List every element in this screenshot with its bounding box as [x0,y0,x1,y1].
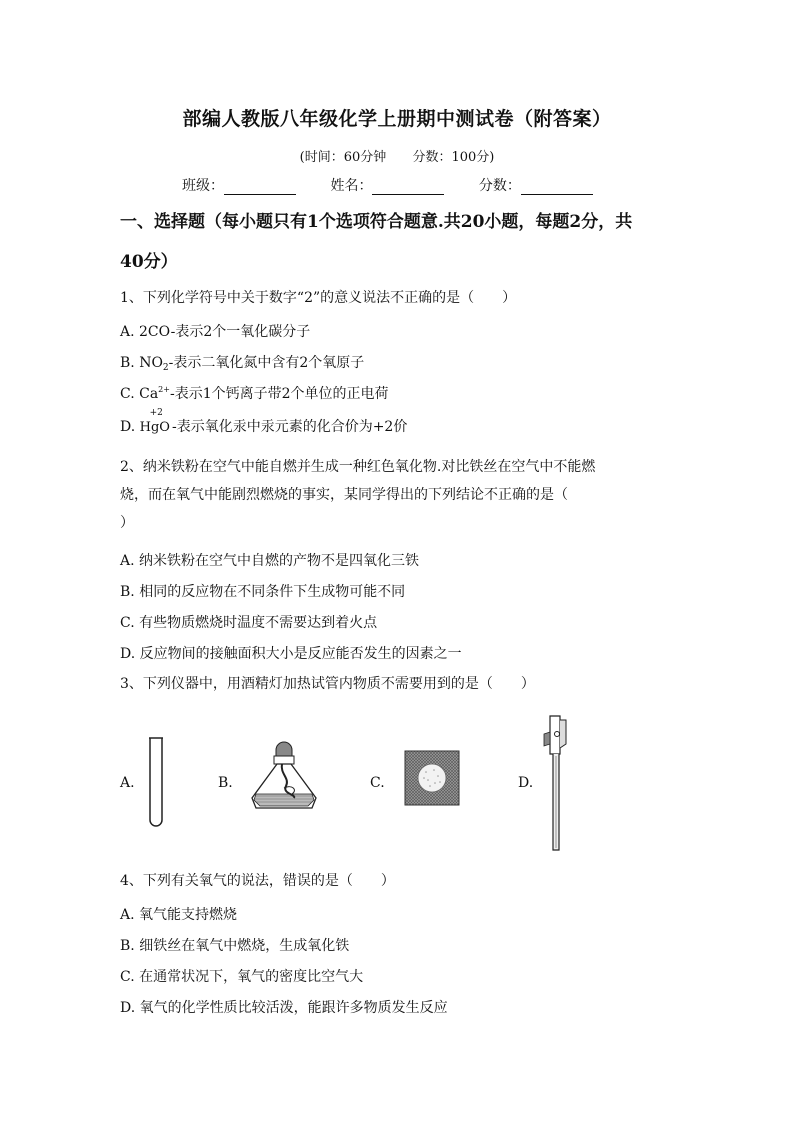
hgo-text: HgO [139,420,170,435]
question-2-stem [120,453,680,537]
hgo-valence: +2 [149,408,163,418]
figure-b-label: B. [218,775,233,791]
score-blank[interactable] [521,180,593,195]
total-score: 分数：100分) [412,150,495,165]
option-b-subscript: 2 [162,363,169,373]
test-tube-icon [146,736,166,830]
test-tube-holder-icon [538,714,578,852]
question-3-stem: 3、下列仪器中，用酒精灯加热试管内物质不需要用到的是（ ） [120,676,535,692]
alcohol-lamp-icon [246,738,322,822]
section-heading-line1: 一、选择题（每小题只有1个选项符合题意.共20小题，每题2分，共 [120,212,633,232]
class-blank[interactable] [224,180,296,195]
name-label: 姓名： [330,178,373,194]
name-blank[interactable] [372,180,444,195]
question-2-line2: 烧，而在氧气中能剧烈燃烧的事实，某同学得出的下列结论不正确的是（ [120,487,568,503]
score-field [479,175,593,195]
question-1-option-b [120,352,680,373]
figure-c-label: C. [370,775,385,791]
exam-title: 部编人教版八年级化学上册期中测试卷（附答案） [182,108,612,130]
figure-a-label: A. [120,775,135,791]
class-field [182,175,296,195]
question-1-option-a: A. 2CO-表示2个一氧化碳分子 [120,324,311,340]
question-4-option-d: D. 氧气的化学性质比较活泼，能跟许多物质发生反应 [120,1000,448,1016]
question-3-figures [118,730,618,860]
question-2-option-c: C. 有些物质燃烧时温度不需要达到着火点 [120,615,378,631]
score-label: 分数： [478,178,521,194]
option-d-prefix: D. [120,419,136,435]
asbestos-gauze-icon [404,750,460,806]
hgo-formula [139,408,170,435]
option-d-text: -表示氧化汞中汞元素的化合价为+2价 [171,419,408,435]
question-1-stem: 1、下列化学符号中关于数字“2”的意义说法不正确的是（ ） [120,290,517,306]
question-2-option-d: D. 反应物间的接触面积大小是反应能否发生的因素之一 [120,646,462,662]
section-heading [120,202,690,282]
question-2-option-a: A. 纳米铁粉在空气中自燃的产物不是四氧化三铁 [120,553,420,569]
name-field [330,175,444,195]
question-4-option-a: A. 氧气能支持燃烧 [120,907,238,923]
option-c-text: -表示1个钙离子带2个单位的正电荷 [169,386,389,402]
exam-subtitle [0,146,794,165]
option-c-superscript: 2+ [158,385,170,394]
question-2-option-b: B. 相同的反应物在不同条件下生成物可能不同 [120,584,406,600]
option-b-text: -表示二氧化氮中含有2个氧原子 [168,355,365,371]
question-1-option-d [120,408,680,436]
student-info-fields [182,175,623,195]
option-c-prefix: C. Ca [120,386,159,402]
section-heading-line2: 40分） [120,252,178,272]
question-2-line3: ） [120,515,134,531]
question-1-option-c [120,383,680,403]
class-label: 班级： [182,178,224,194]
question-4-option-c: C. 在通常状况下，氧气的密度比空气大 [120,969,364,985]
question-4-stem: 4、下列有关氧气的说法，错误的是（ ） [120,873,395,889]
time-limit: (时间：60分钟 [299,150,387,165]
question-4-option-b: B. 细铁丝在氧气中燃烧，生成氧化铁 [120,938,350,954]
option-b-prefix: B. NO [120,355,163,371]
figure-d-label: D. [518,775,534,791]
question-2-line1: 2、纳米铁粉在空气中能自燃并生成一种红色氧化物.对比铁丝在空气中不能燃 [120,459,596,475]
